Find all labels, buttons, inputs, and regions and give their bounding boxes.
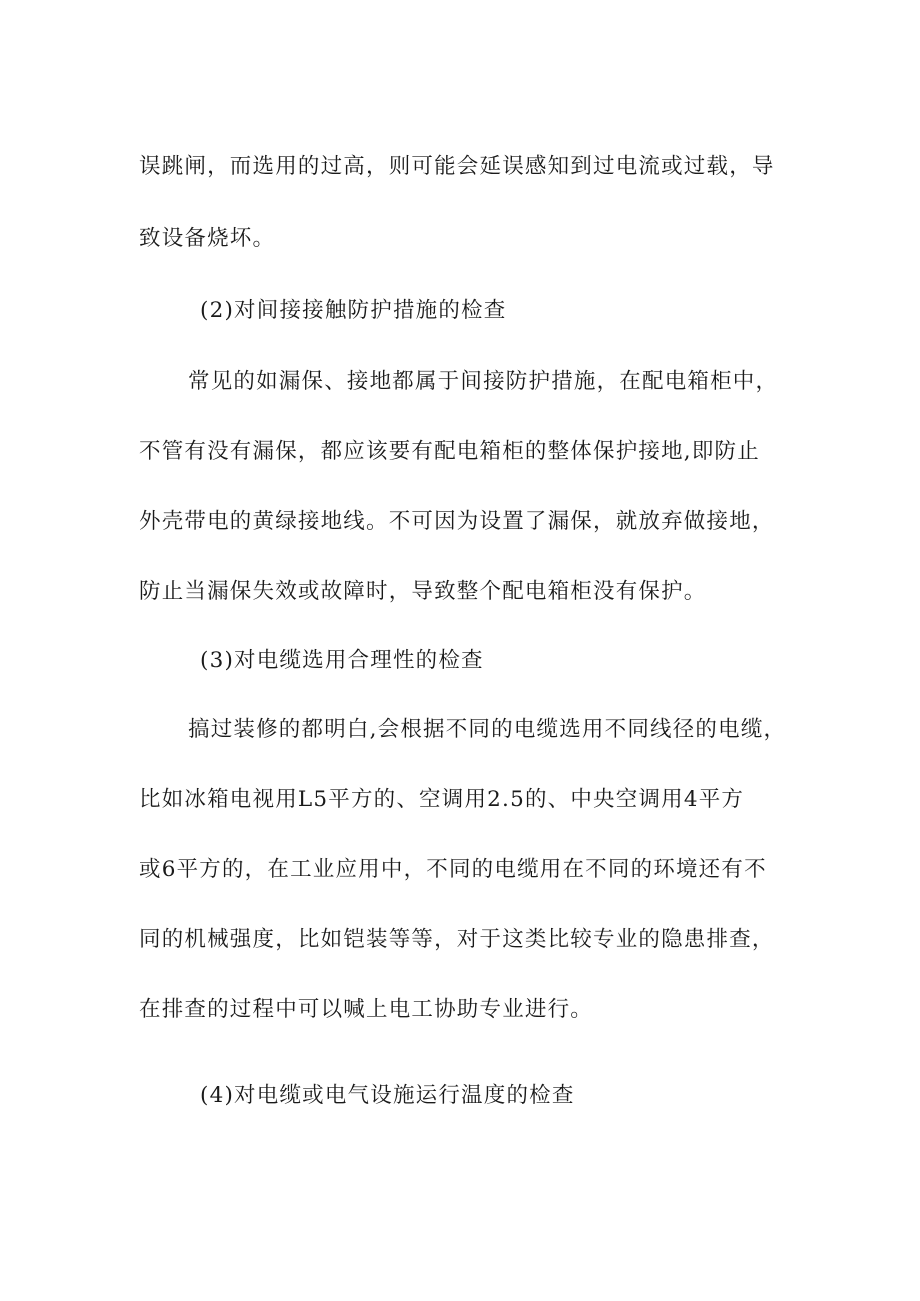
paragraph-line: 比如冰箱电视用L5平方的、空调用2.5的、中央空调用4平方 [139,787,745,812]
paragraph-line: 同的机械强度，比如铠装等等，对于这类比较专业的隐患排查， [139,927,775,952]
paragraph-line: 防止当漏保失效或故障时，导致整个配电箱柜没有保护。 [139,579,707,604]
paragraph-line: 外壳带电的黄绿接地线。不可因为设置了漏保，就放弃做接地， [139,509,775,534]
paragraph-line: 致设备烧坏。 [139,226,276,251]
paragraph-line: 或6平方的，在工业应用中，不同的电缆用在不同的环境还有不 [139,857,767,882]
paragraph-line: 常见的如漏保、接地都属于间接防护措施，在配电箱柜中， [188,369,779,394]
paragraph-line: 在排查的过程中可以喊上电工协助专业进行。 [139,997,594,1022]
section-heading: (4)对电缆或电气设施运行温度的检查 [200,1083,575,1108]
paragraph-line: 误跳闸，而选用的过高，则可能会延误感知到过电流或过载，导 [139,154,775,179]
section-heading: (2)对间接接触防护措施的检查 [200,298,507,323]
section-heading: (3)对电缆选用合理性的检查 [200,648,484,673]
paragraph-line: 不管有没有漏保，都应该要有配电箱柜的整体保护接地,即防止 [139,439,760,464]
paragraph-line: 搞过装修的都明白,会根据不同的电缆选用不同线径的电缆， [188,717,787,742]
